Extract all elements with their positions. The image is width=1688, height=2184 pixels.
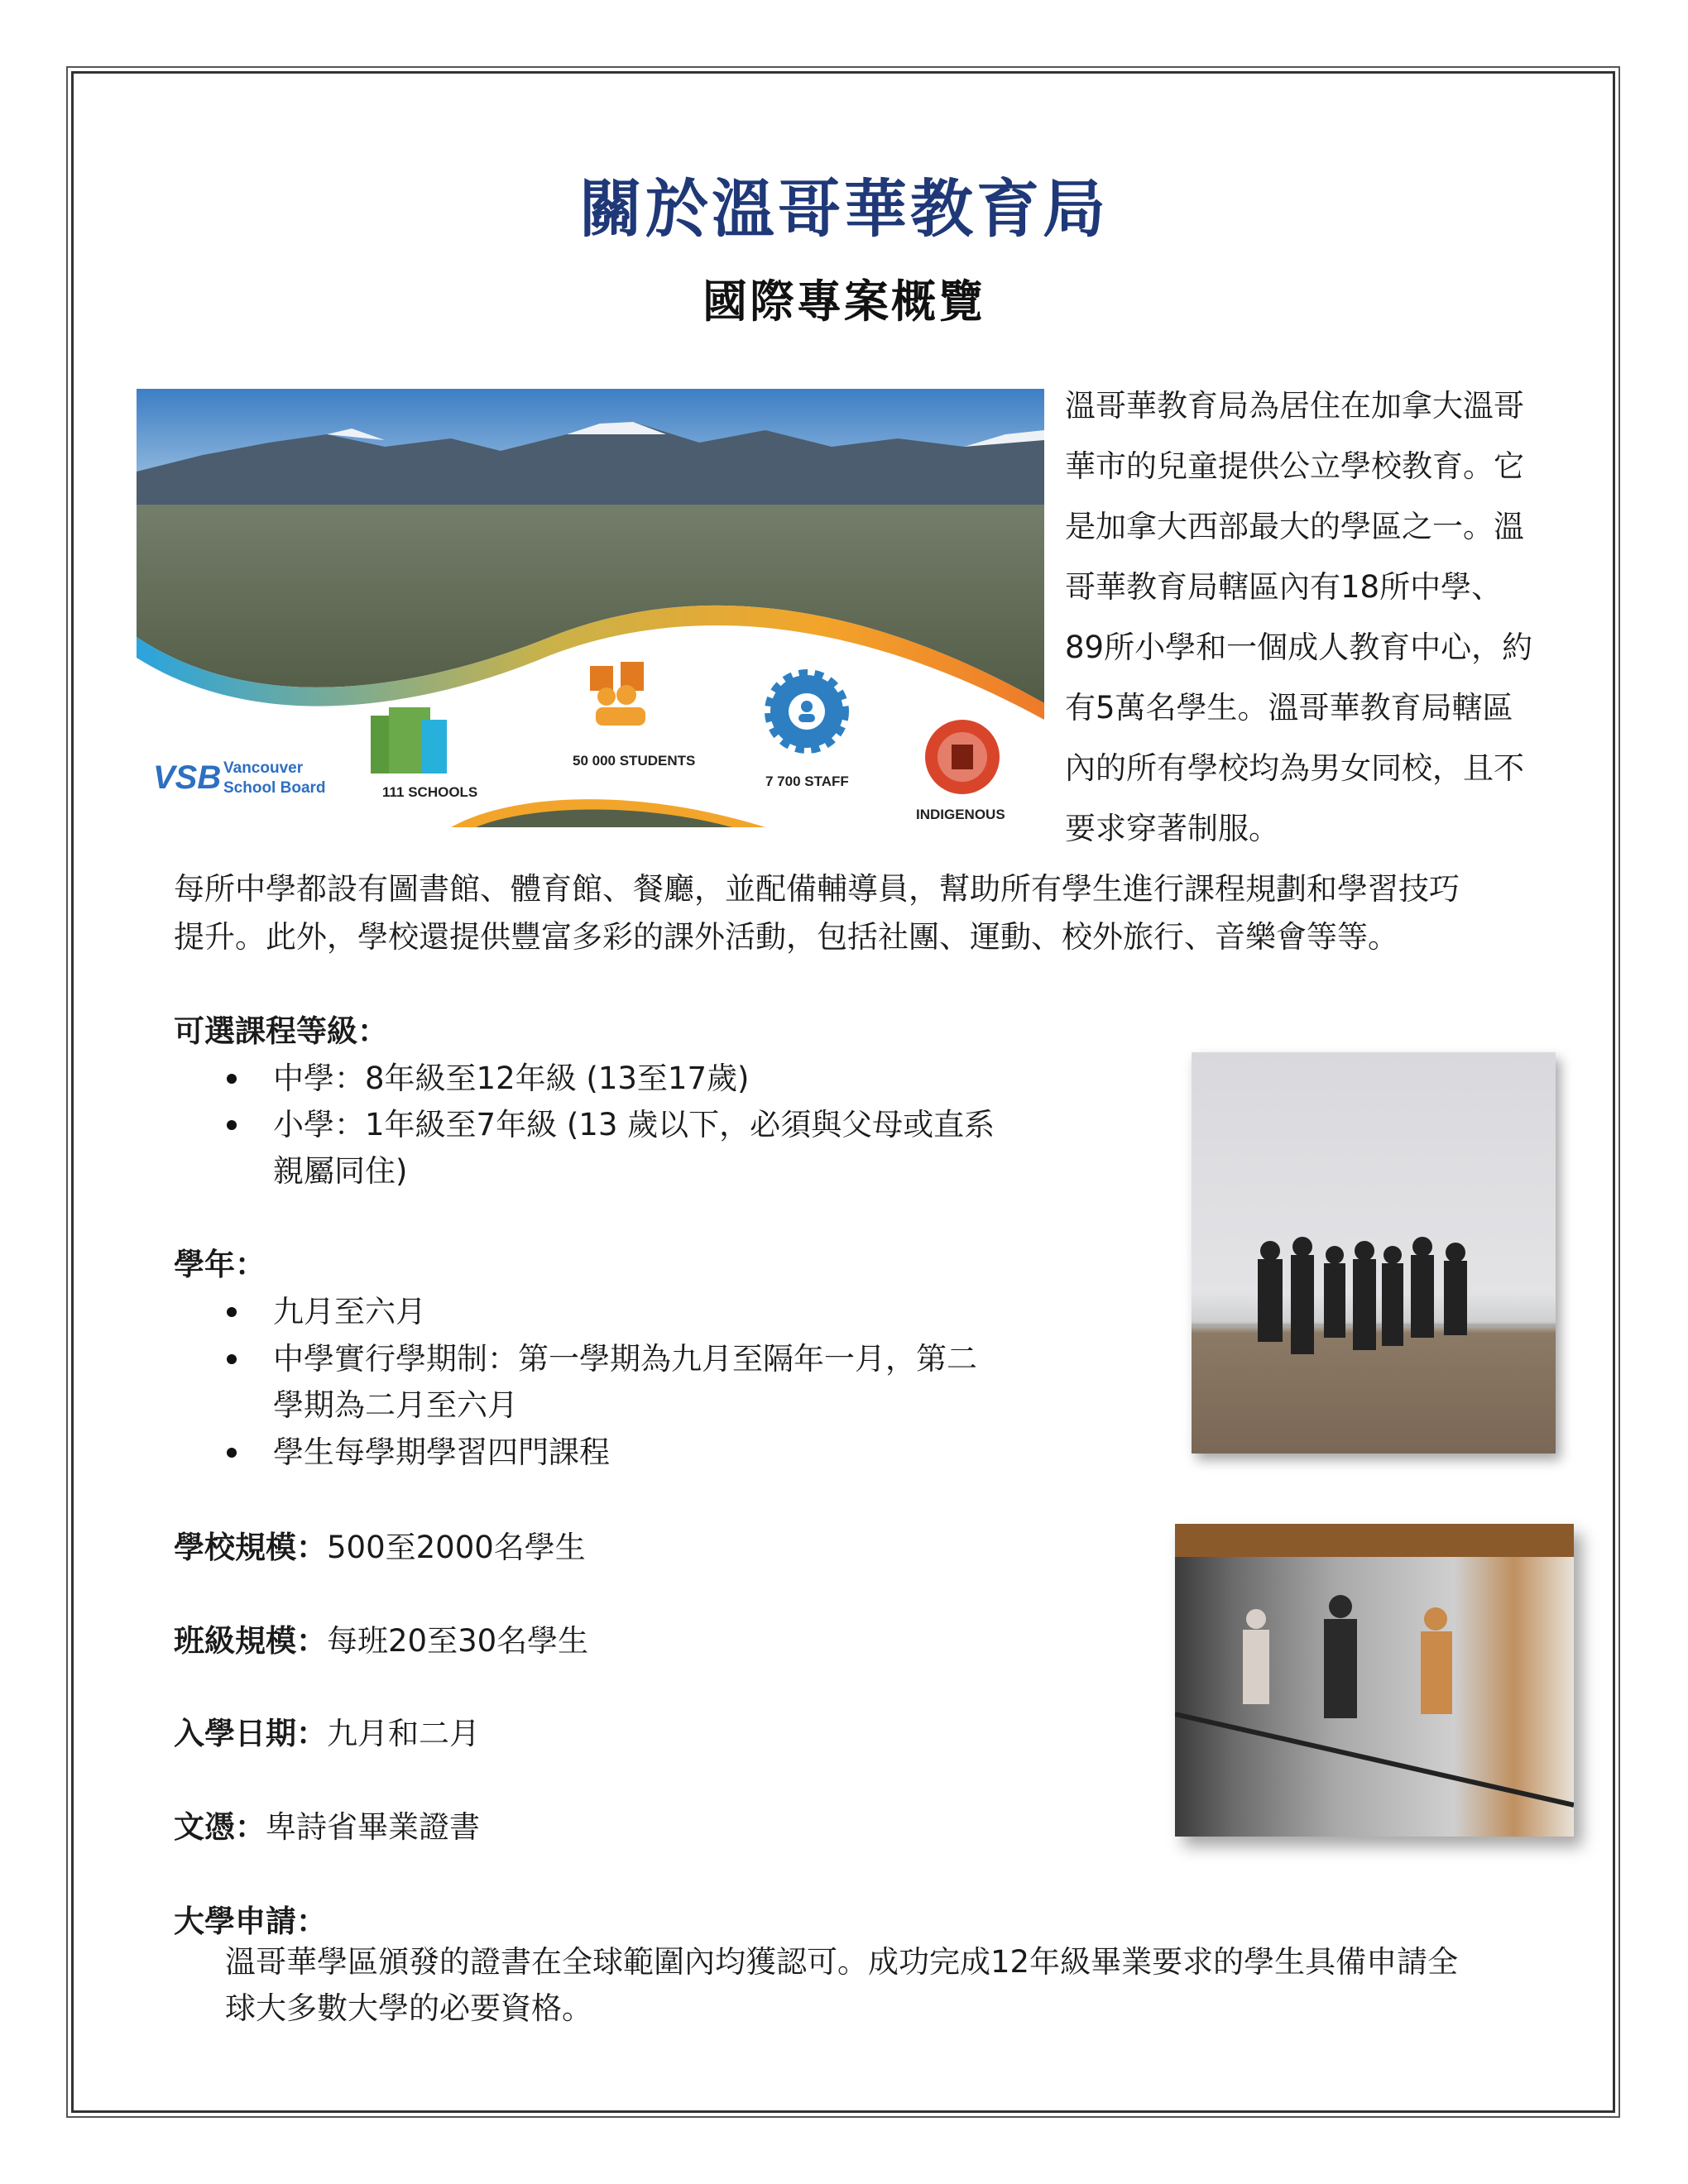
school-year-heading: 學年： xyxy=(174,1247,266,1282)
fact-value: 500至2000名學生 xyxy=(327,1530,586,1565)
facilities-line: 提升。此外，學校還提供豐富多彩的課外活動，包括社團、運動、校外旅行、音樂會等等。 xyxy=(174,919,1398,955)
fact-school-size xyxy=(174,1517,586,1578)
school-year-item-cont: 學期為二月至六月 xyxy=(273,1387,518,1423)
page-title: 關於溫哥華教育局 xyxy=(579,172,1109,246)
vsb-logo-mark: VSB xyxy=(153,759,222,796)
bullet-icon xyxy=(227,1120,237,1130)
students-silhouettes xyxy=(1192,1052,1556,1454)
facilities-paragraph xyxy=(174,865,1460,961)
fact-value: 每班20至30名學生 xyxy=(327,1623,589,1659)
vsb-logo-line1: Vancouver xyxy=(223,759,304,777)
page-subtitle: 國際專案概覽 xyxy=(703,275,985,328)
indigenous-emblem-icon xyxy=(925,720,1000,794)
school-year-item: 中學實行學期制：第一學期為九月至隔年一月，第二 xyxy=(273,1341,977,1377)
intro-line: 要求穿著制服。 xyxy=(1065,811,1279,846)
facilities-line: 每所中學都設有圖書館、體育館、餐廳，並配備輔導員，幫助所有學生進行課程規劃和學習技巧 xyxy=(174,871,1460,907)
stat-indigenous: INDIGENOUS xyxy=(916,807,1005,822)
fact-label: 班級規模： xyxy=(174,1623,327,1659)
vsb-logo-line2: School Board xyxy=(223,779,326,797)
vsb-banner-image xyxy=(137,389,1044,827)
fact-value: 卑詩省畢業證書 xyxy=(266,1809,480,1845)
university-heading: 大學申請： xyxy=(174,1904,327,1939)
intro-line: 華市的兒童提供公立學校教育。它 xyxy=(1065,448,1524,484)
program-item: 中學：8年級至12年級 (13至17歲) xyxy=(273,1061,750,1096)
intro-line: 哥華教育局轄區內有18所中學、 xyxy=(1065,569,1503,605)
bullet-icon xyxy=(227,1354,237,1364)
staff-gear-icon xyxy=(770,675,843,748)
intro-line: 是加拿大西部最大的學區之一。溫 xyxy=(1065,509,1524,544)
intro-paragraph xyxy=(1065,376,1532,859)
fact-class-size xyxy=(174,1611,588,1671)
hallway-students xyxy=(1175,1524,1574,1837)
fact-label: 入學日期： xyxy=(174,1716,327,1751)
program-item-cont: 親屬同住) xyxy=(273,1153,408,1189)
university-line: 球大多數大學的必要資格。 xyxy=(225,1990,592,2026)
intro-line: 內的所有學校均為男女同校，且不 xyxy=(1065,750,1524,786)
intro-line: 有5萬名學生。溫哥華教育局轄區 xyxy=(1065,690,1513,726)
program-item: 小學：1年級至7年級 (13 歲以下，必須與父母或直系 xyxy=(273,1107,995,1142)
stat-schools: 111 SCHOOLS xyxy=(382,784,478,800)
fact-label: 文憑： xyxy=(174,1809,266,1845)
school-year-item: 學生每學期學習四門課程 xyxy=(273,1434,610,1470)
stat-staff: 7 700 STAFF xyxy=(765,774,849,789)
bullet-icon xyxy=(227,1448,237,1458)
fact-diploma xyxy=(174,1797,480,1857)
university-line: 溫哥華學區頒發的證書在全球範圍內均獲認可。成功完成12年級畢業要求的學生具備申請全 xyxy=(225,1944,1459,1980)
intro-line: 89所小學和一個成人教育中心，約 xyxy=(1065,630,1533,665)
programs-heading: 可選課程等級： xyxy=(174,1013,388,1049)
fact-intake xyxy=(174,1703,480,1764)
school-year-item: 九月至六月 xyxy=(273,1294,426,1329)
bullet-icon xyxy=(227,1307,237,1317)
intro-line: 溫哥華教育局為居住在加拿大溫哥 xyxy=(1065,388,1524,424)
students-jumping-photo xyxy=(1192,1052,1556,1454)
bullet-icon xyxy=(227,1074,237,1084)
fact-label: 學校規模： xyxy=(174,1530,327,1565)
students-hallway-photo xyxy=(1175,1524,1574,1837)
stat-students: 50 000 STUDENTS xyxy=(573,753,696,769)
fact-value: 九月和二月 xyxy=(327,1716,480,1751)
